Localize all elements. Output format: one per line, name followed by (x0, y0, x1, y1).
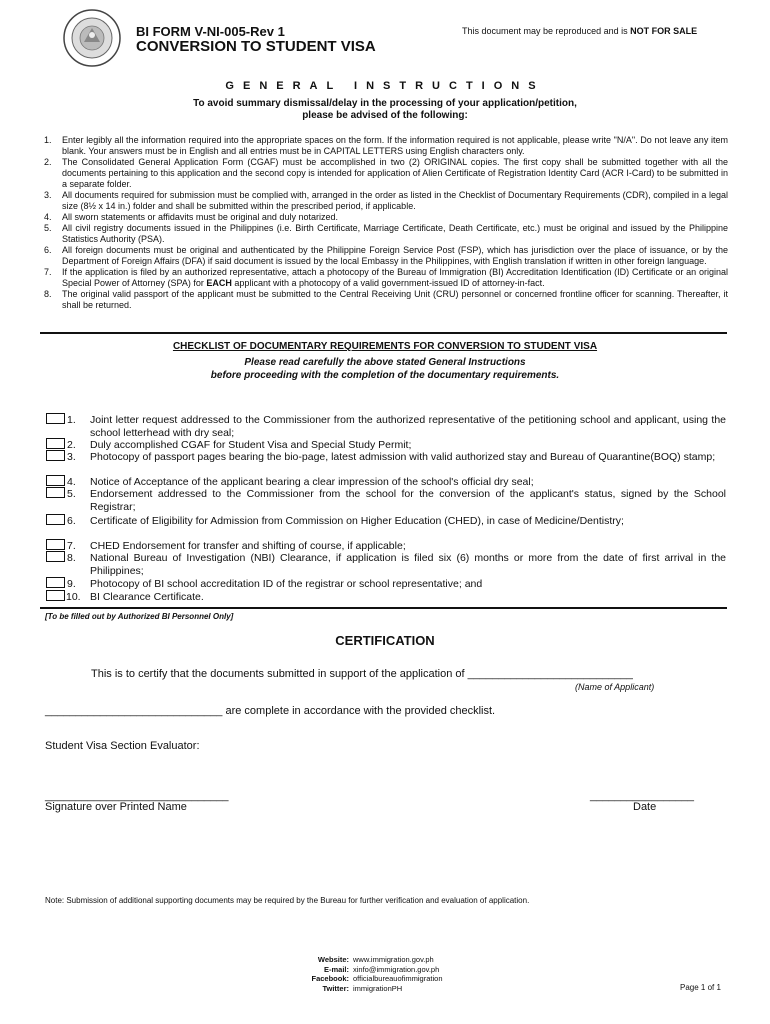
checkbox-item-6[interactable] (46, 514, 65, 525)
checkbox-item-4[interactable] (46, 475, 65, 486)
instruction-item: 2. The Consolidated General Application Form (CGAF) must be accomplished in two (2) ORIGINAL copies. The first copy shall be submitted together with all the documents pertaining to this application and the second copy is intended for application of Alien Certificate of Registration Identity Card (ACR I-Card) to be submitted in a separate folder. (44, 157, 728, 189)
checkbox-item-9[interactable] (46, 577, 65, 588)
instruction-item: 1. Enter legibly all the information required into the appropriate spaces on the form. If the information required is not applicable, please write "N/A". Do not leave any item blank. Your answers must be in English and all entries must be in CAPITAL LETTERS using English characters only. (44, 135, 728, 156)
form-code: BI FORM V-NI-005-Rev 1 (136, 24, 285, 39)
instructions-list (30, 135, 728, 311)
checklist-item-text: National Bureau of Investigation (NBI) Clearance, if application is filed six (6) months or more from the date of first arrival in the Philippines; (90, 552, 726, 577)
website-label: Website: (317, 955, 349, 964)
checklist-subtitle-2: before proceeding with the completion of the documentary requirements. (210, 370, 560, 381)
checklist-num: 8. (67, 552, 76, 564)
general-instructions-subtitle: To avoid summary dismissal/delay in the processing of your application/petition, (193, 98, 577, 109)
checklist-title: CHECKLIST OF DOCUMENTARY REQUIREMENTS FOR CONVERSION TO STUDENT VISA (172, 341, 598, 352)
signature-line: ______________________________ (45, 790, 229, 802)
section-divider (40, 332, 727, 334)
checklist-num: 7. (67, 540, 76, 552)
checklist-item-text: Photocopy of passport pages bearing the bio-page, latest admission with valid authorized stay and Bureau of Quarantine(BOQ) stamp; (90, 451, 716, 463)
checklist-num: 4. (67, 476, 76, 488)
date-label: Date (633, 801, 657, 813)
checklist-item-text: Photocopy of BI school accreditation ID of the registrar or school representative; and (90, 578, 483, 590)
email-label: E-mail: (323, 964, 349, 974)
name-of-applicant-label: (Name of Applicant) (575, 682, 655, 692)
checkbox-item-10[interactable] (46, 590, 65, 601)
certification-statement: This is to certify that the documents submitted in support of the application of ___________________________ (91, 668, 633, 680)
checkbox-item-3[interactable] (46, 450, 65, 461)
instruction-item: 6. All foreign documents must be original and authenticated by the Philippine Foreign Service Post (FSP), which has jurisdiction over the place of issuance, or by the Department of Foreign Affairs (DFA) if said document is issued by the local Embassy in the Philippines, with English translation if written in other foreign language. (44, 245, 728, 266)
form-title: CONVERSION TO STUDENT VISA (136, 38, 376, 55)
checklist-item-text: Endorsement addressed to the Commissioner from the school for the conversion of the applicant's status, signed by the School Registrar; (90, 488, 726, 513)
instruction-item: 7. If the application is filed by an authorized representative, attach a photocopy of the Bureau of Immigration (BI) Accreditation Identification (ID) Certificate or an original Special Power of Attorney (SPA) for EACH applicant with a photocopy of a valid government-issued ID of attorney-in-fact. (44, 267, 728, 288)
checklist-subtitle: Please read carefully the above stated General Instructions (244, 357, 526, 368)
notice-not-for-sale: NOT FOR SALE (630, 26, 698, 36)
general-instructions-title: GENERAL INSTRUCTIONS (225, 80, 545, 92)
section-divider (40, 607, 727, 609)
twitter-link[interactable]: immigrationPH (353, 983, 403, 993)
bureau-of-immigration-seal (62, 8, 122, 68)
website-link[interactable]: www.immigration.gov.ph (353, 955, 434, 964)
supporting-documents-note: Note: Submission of additional supporting documents may be required by the Bureau for further verification and evaluation of application. (45, 896, 530, 905)
evaluator-label: Student Visa Section Evaluator: (45, 740, 200, 752)
checklist-num: 6. (67, 515, 76, 527)
checklist-item-text: CHED Endorsement for transfer and shifting of course, if applicable; (90, 540, 406, 552)
general-instructions-subtitle-2: please be advised of the following: (302, 110, 468, 121)
checklist-num: 3. (67, 451, 76, 463)
date-line: _________________ (590, 790, 695, 802)
checkbox-item-2[interactable] (46, 438, 65, 449)
email-link[interactable]: xinfo@immigration.gov.ph (353, 964, 440, 974)
checkbox-item-1[interactable] (46, 413, 65, 424)
checklist-num: 2. (67, 439, 76, 451)
reproduction-notice (462, 26, 697, 36)
checklist-num: 1. (67, 414, 76, 426)
checklist-item-text: BI Clearance Certificate. (90, 591, 204, 603)
checkbox-item-8[interactable] (46, 551, 65, 562)
notice-prefix: This document may be reproduced and is (462, 26, 631, 36)
checkbox-item-5[interactable] (46, 487, 65, 498)
checkbox-item-7[interactable] (46, 539, 65, 550)
checklist-item-text: Notice of Acceptance of the applicant bearing a clear impression of the school's official dry seal; (90, 476, 534, 488)
contact-footer (0, 955, 770, 993)
facebook-link[interactable]: officialbureauofimmigration (353, 974, 443, 983)
authorized-personnel-note: [To be filled out by Authorized BI Personnel Only] (45, 612, 234, 621)
checklist-item-text: Joint letter request addressed to the Commissioner from the authorized representative of the petitioning school and applicant, using the school letterhead with dry seal; (90, 414, 726, 439)
page-number: Page 1 of 1 (680, 983, 721, 992)
instruction-item: 8. The original valid passport of the applicant must be submitted to the Central Receiving Unit (CRU) personnel or concerned frontline officer for scanning. Thereafter, it shall be returned. (44, 289, 728, 310)
instruction-item: 4. All sworn statements or affidavits must be original and duly notarized. (44, 212, 338, 222)
checklist-num: 5. (67, 488, 76, 500)
checklist-num: 9. (67, 578, 76, 590)
checklist-item-text: Certificate of Eligibility for Admission from Commission on Higher Education (CHED), in case of Medicine/Dentistry; (90, 515, 624, 527)
certification-title: CERTIFICATION (335, 633, 435, 648)
facebook-label: Facebook: (311, 974, 349, 983)
checklist-num: 10. (66, 591, 81, 603)
twitter-label: Twitter: (322, 983, 349, 993)
signature-label: Signature over Printed Name (45, 801, 187, 813)
instruction-item: 3. All documents required for submission must be complied with, arranged in the order as listed in the Checklist of Documentary Requirements (CDR), compiled in a legal size (8½ x 14 in.) folder and shall be submitted within the prescribed period, if applicable. (44, 190, 728, 211)
checklist-item-text: Duly accomplished CGAF for Student Visa and Special Study Permit; (90, 439, 412, 451)
instruction-item: 5. All civil registry documents issued in the Philippines (i.e. Birth Certificate, Marriage Certificate, Death Certificate, etc.) must be original and issued by the Philippine Statistics Authority (PSA). (44, 223, 728, 244)
certification-statement-2: _____________________________ are complete in accordance with the provided checklist. (45, 705, 496, 717)
